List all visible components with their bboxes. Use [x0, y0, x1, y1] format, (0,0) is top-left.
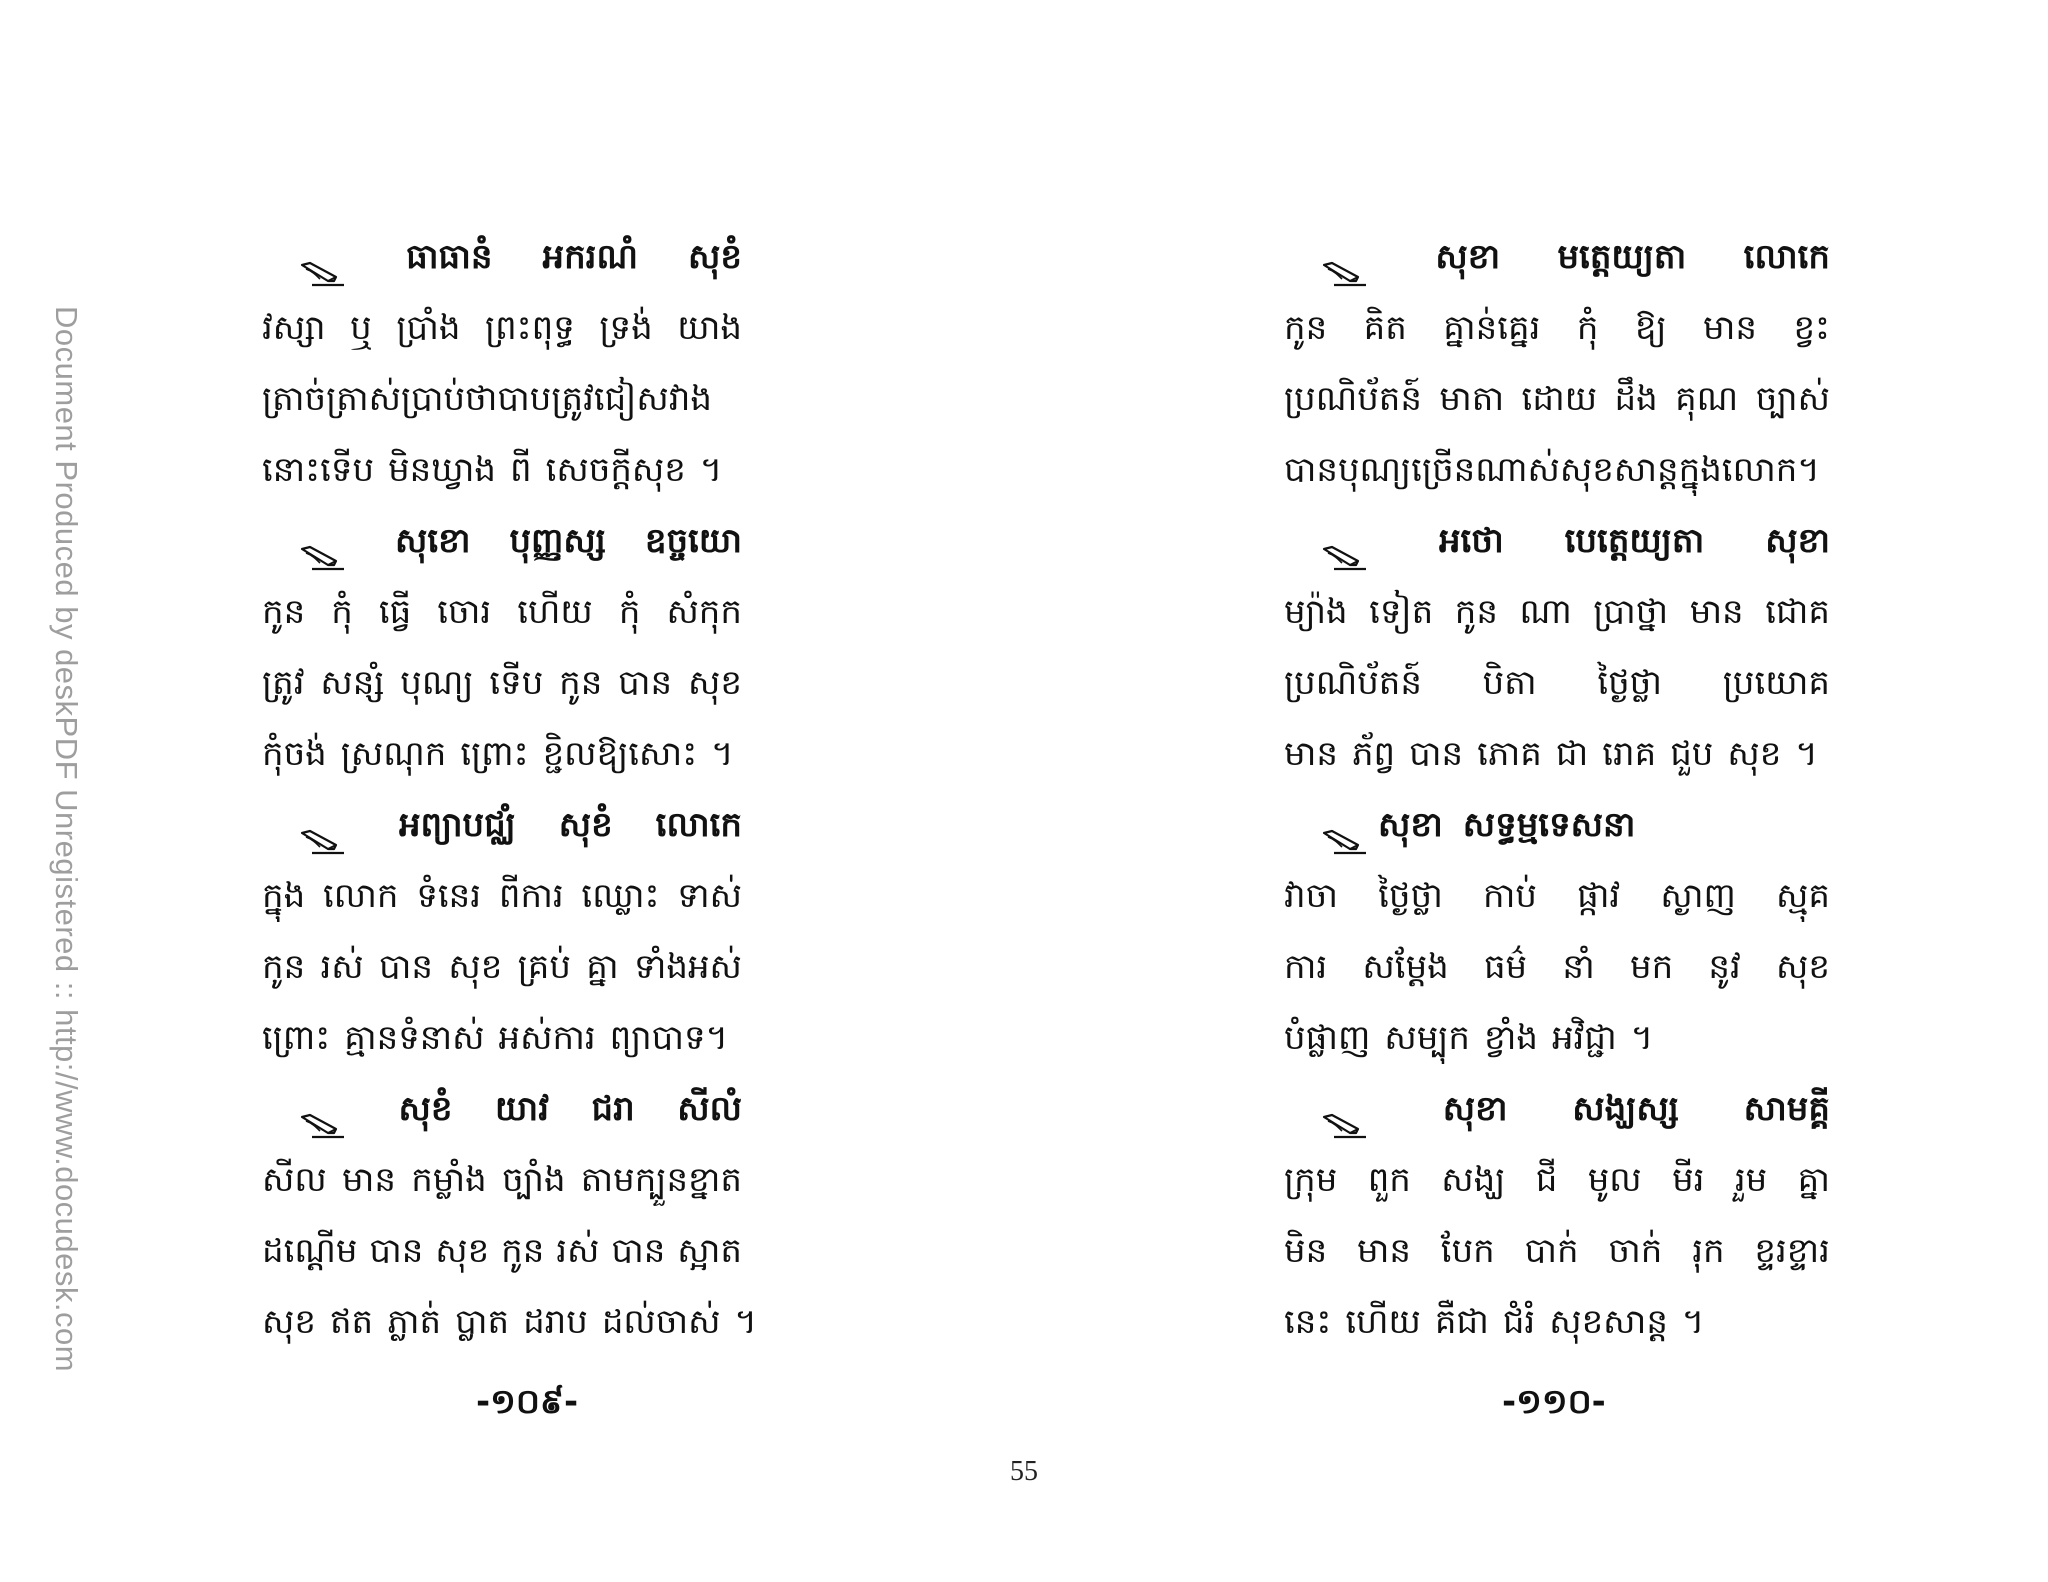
verse-word: ធម៌ — [1483, 947, 1528, 987]
verse-word: គ្នា — [586, 947, 619, 987]
verse-line — [1284, 1003, 1830, 1074]
verse-word: អស់ការ — [498, 1018, 596, 1058]
verse-word: យាង — [677, 308, 742, 348]
stanza-heading — [262, 790, 742, 861]
verse-word: ជោគ — [1765, 592, 1830, 632]
stanza-heading — [262, 506, 742, 577]
verse-word: ព្រោះ — [460, 734, 529, 774]
verse-word: សីល — [262, 1160, 327, 1200]
verse-word: គឺជា — [1434, 1302, 1489, 1342]
verse-word: ប្រាថ្នា — [1593, 592, 1669, 632]
verse-word: បាន — [1409, 734, 1464, 774]
heading-word: សុខា — [1765, 521, 1830, 561]
verse-line — [1284, 364, 1830, 435]
verse-word: ប្រាំង — [396, 308, 461, 348]
stanza-heading — [262, 222, 742, 293]
verse-word: ហើយ — [1345, 1302, 1421, 1342]
verse-word: រស់ — [556, 1231, 600, 1271]
verse-word: ទាំងអស់ — [634, 947, 742, 987]
heading-word: សុខា — [1378, 805, 1443, 845]
verse-word: ដោយ — [1521, 379, 1598, 419]
right-page-number: -១១០- — [1502, 1382, 1606, 1422]
verse-line — [1284, 1216, 1830, 1287]
verse-word: ដណ្ដើម — [262, 1231, 358, 1271]
verse-word: ស្រណុក — [340, 734, 447, 774]
verse-word: ខ្វាំង — [1484, 1018, 1538, 1058]
verse-word: ត្រូវ — [262, 663, 305, 703]
heading-word: សុខំ — [688, 237, 742, 277]
verse-word: គុណ — [1675, 379, 1739, 419]
heading-word: អព្យាបជ្ឈំ — [398, 805, 516, 845]
verse-word: កុំចង់ — [262, 734, 327, 774]
pen-writing-icon — [1320, 527, 1370, 557]
verse-line — [1284, 719, 1830, 790]
verse-word: បាន — [369, 1231, 424, 1271]
heading-word: យាវ — [495, 1089, 549, 1129]
heading-word: សុខា — [1442, 1089, 1508, 1129]
pen-writing-icon — [1320, 243, 1370, 273]
stanza-heading — [1284, 222, 1830, 293]
verse-line — [262, 1216, 742, 1287]
verse-word: ឱ្យ — [1634, 308, 1667, 348]
verse-word: វស្សា — [262, 308, 326, 348]
verse-word: ឈ្លោះ — [581, 876, 660, 916]
verse-word: រោគ — [1602, 734, 1657, 774]
verse-word: សុខ — [1727, 734, 1782, 774]
verse-word: ហើយ — [517, 592, 593, 632]
verse-word: ប្លាត — [455, 1302, 510, 1342]
verse-word: ។ — [734, 1302, 757, 1342]
verse-word: បែក — [1440, 1231, 1495, 1271]
verse-word: មិនឃ្វាង — [388, 450, 496, 490]
verse-word: ខ្វះ — [1793, 308, 1830, 348]
stanza-heading — [1284, 790, 1830, 861]
verse-word: សង្ឃ — [1441, 1160, 1506, 1200]
heading-word: មត្តេយ្យតា — [1557, 237, 1687, 277]
verse-line — [262, 293, 742, 364]
verse-word: មាតា — [1439, 379, 1505, 419]
verse-word: មីរ — [1672, 1160, 1705, 1200]
verse-word: ស្អាត — [677, 1231, 742, 1271]
verse-line — [262, 1145, 742, 1216]
verse-word: ថ្ងៃថ្លា — [1378, 876, 1443, 916]
verse-word: បានបុណ្យច្រើនណាស់សុខសាន្តក្នុងលោក។ — [1284, 450, 1820, 490]
verse-word: សម្ដែង — [1362, 947, 1449, 987]
verse-line — [1284, 435, 1830, 506]
verse-word: កុំ — [1576, 308, 1599, 348]
verse-word: ក្រុម — [1284, 1160, 1338, 1200]
verse-word: មាន — [1284, 734, 1338, 774]
verse-word: ដរាប — [523, 1302, 588, 1342]
verse-line — [1284, 293, 1830, 364]
verse-word: សេចក្ដីសុខ — [545, 450, 686, 490]
verse-word: មាន — [1689, 592, 1744, 632]
verse-word: កូន — [559, 663, 603, 703]
verse-word: ជំរំ — [1502, 1302, 1536, 1342]
verse-word: ខ្ទរខ្ទារ — [1754, 1231, 1830, 1271]
verse-word: សុខ — [1776, 947, 1830, 987]
heading-word: សាមគ្គី — [1743, 1089, 1830, 1129]
verse-word: កូន — [1284, 308, 1328, 348]
verse-word: គ្មានទំនាស់ — [344, 1018, 485, 1058]
verse-line — [262, 1287, 757, 1358]
verse-word: ពី — [509, 450, 532, 490]
verse-word: កូន — [262, 592, 306, 632]
heading-word: សង្ឃស្ស — [1572, 1089, 1679, 1129]
verse-word: ច្បាស់ — [1755, 379, 1830, 419]
verse-word: កូន — [501, 1231, 545, 1271]
left-page-column — [262, 222, 757, 1358]
verse-word: សុខ — [435, 1231, 490, 1271]
verse-word: បិតា — [1482, 663, 1537, 703]
verse-word: ។ — [1795, 734, 1818, 774]
verse-word: តាមក្បួនខ្នាត — [580, 1160, 742, 1200]
verse-word: ថ្ងៃថ្លា — [1597, 663, 1663, 703]
verse-word: ។ — [1630, 1018, 1654, 1058]
heading-word: ធាធានំ — [406, 237, 493, 277]
verse-word: ប្រយោគ — [1722, 663, 1830, 703]
verse-word: នូវ — [1708, 947, 1741, 987]
verse-word: ប្រណិប័តន៍ — [1284, 379, 1422, 419]
verse-word: ព្រោះ — [262, 1018, 331, 1058]
verse-word: នាំ — [1562, 947, 1595, 987]
verse-word: ជួប — [1670, 734, 1714, 774]
verse-word: ភ្លាត់ — [387, 1302, 442, 1342]
stanza-heading — [1284, 1074, 1830, 1145]
verse-word: បាន — [379, 947, 433, 987]
verse-word: កម្លាំង — [411, 1160, 487, 1200]
right-page-column — [1284, 222, 1830, 1358]
verse-word: សុខ — [687, 663, 742, 703]
verse-word: មាន — [1703, 308, 1758, 348]
heading-word: អករណំ — [542, 237, 638, 277]
verse-word: សន្សំ — [320, 663, 385, 703]
verse-word: បាន — [618, 663, 673, 703]
verse-word: មក — [1629, 947, 1674, 987]
verse-word: គ្នាន់គ្នេរ — [1443, 308, 1541, 348]
pen-writing-icon — [298, 811, 348, 841]
verse-line — [262, 648, 742, 719]
verse-word: ក្នុង — [262, 876, 306, 916]
verse-word: ពួក — [1367, 1160, 1411, 1200]
heading-word: សុខោ — [394, 521, 471, 561]
verse-word: ខ្ជិលឱ្យសោះ — [542, 734, 698, 774]
verse-word: ធ្វើ — [378, 592, 412, 632]
heading-word: លោកេ — [655, 805, 742, 845]
verse-word: កូន — [262, 947, 306, 987]
verse-word: ឥត — [329, 1302, 374, 1342]
verse-line — [1284, 648, 1830, 719]
heading-word: សទ្ធម្មទេសនា — [1462, 805, 1636, 845]
verse-line — [1284, 1145, 1830, 1216]
verse-word: ជា — [1555, 734, 1589, 774]
left-page-number: -១០៩- — [476, 1382, 579, 1422]
verse-word: គ្រប់ — [517, 947, 571, 987]
verse-line — [1284, 861, 1830, 932]
heading-word: ឧច្ចយោ — [644, 521, 742, 561]
verse-word: សំកុក — [666, 592, 742, 632]
verse-word: សុខសាន្ត — [1549, 1302, 1668, 1342]
verse-word: សុខ — [262, 1302, 316, 1342]
verse-word: រុក — [1692, 1231, 1725, 1271]
verse-word: បំផ្លាញ — [1284, 1018, 1371, 1058]
verse-word: ទៀត — [1369, 592, 1434, 632]
heading-word: លោកេ — [1743, 237, 1830, 277]
heading-word: បេត្តេយ្យតា — [1564, 521, 1705, 561]
verse-word: មាន — [1357, 1231, 1411, 1271]
verse-word: វាចា — [1284, 876, 1338, 916]
verse-line — [1284, 932, 1830, 1003]
stanza-heading — [1284, 506, 1830, 577]
verse-word: ។ — [699, 450, 723, 490]
verse-word: រស់ — [320, 947, 364, 987]
verse-word: ចាក់ — [1608, 1231, 1663, 1271]
verse-word: ទំនេរ — [416, 876, 482, 916]
verse-word: មូល — [1587, 1160, 1642, 1200]
verse-word: ចោរ — [437, 592, 492, 632]
verse-line — [1284, 577, 1830, 648]
stanza-heading — [262, 1074, 742, 1145]
verse-word: ពីការ — [498, 876, 564, 916]
verse-word: ឬ — [350, 308, 372, 348]
heading-word: ជរា — [591, 1089, 635, 1129]
verse-word: បុណ្យ — [400, 663, 474, 703]
verse-word: ភ័ព្វ — [1351, 734, 1396, 774]
verse-word: ណា — [1519, 592, 1572, 632]
verse-word: កូន — [1454, 592, 1498, 632]
verse-word: ។ — [1681, 1302, 1705, 1342]
pen-writing-icon — [298, 243, 348, 273]
verse-word: សម្បុក — [1384, 1018, 1470, 1058]
heading-word: សុខា — [1435, 237, 1501, 277]
verse-word: មិន — [1284, 1231, 1328, 1271]
verse-word: ព្យាបាទ។ — [609, 1018, 729, 1058]
verse-word: គិត — [1363, 308, 1407, 348]
verse-line — [262, 435, 742, 506]
verse-line — [1284, 1287, 1830, 1358]
verse-word: ប្រណិប័តន៍ — [1284, 663, 1422, 703]
verse-word: ទើប — [489, 663, 544, 703]
verse-word: ស្មុគ — [1776, 876, 1830, 916]
verse-word: កាប់ — [1482, 876, 1537, 916]
verse-word: ព្រះពុទ្ធ — [484, 308, 575, 348]
verse-word: នេះ — [1284, 1302, 1332, 1342]
verse-word: ភោគ — [1477, 734, 1542, 774]
verse-word: ម្យ៉ាង — [1284, 592, 1348, 632]
verse-word: គ្នា — [1797, 1160, 1830, 1200]
verse-word: កុំ — [331, 592, 353, 632]
verse-line — [262, 861, 742, 932]
pen-writing-icon — [298, 1095, 348, 1125]
heading-word: អថោ — [1438, 521, 1504, 561]
watermark: Document Produced by deskPDF Unregistered :: http://www.docudesk.com — [49, 306, 84, 1373]
verse-line — [262, 577, 742, 648]
verse-word: ។ — [711, 734, 734, 774]
folio-page-number: 55 — [1010, 1456, 1038, 1487]
verse-word: អវិជ្ជា — [1551, 1018, 1617, 1058]
verse-word: ត្រាច់ត្រាស់ប្រាប់ថាបាបត្រូវជៀសវាង — [262, 379, 712, 419]
verse-word: ជី — [1535, 1160, 1558, 1200]
pen-writing-icon — [298, 527, 348, 557]
verse-line — [262, 1003, 742, 1074]
verse-word: ទ្រង់ — [599, 308, 653, 348]
verse-word: ច្បាំង — [501, 1160, 566, 1200]
heading-word: សុខំ — [558, 805, 613, 845]
heading-word: សុខំ — [398, 1089, 453, 1129]
verse-word: សុខ — [448, 947, 503, 987]
verse-word: រួម — [1734, 1160, 1768, 1200]
verse-word: លោក — [322, 876, 399, 916]
verse-word: បាន — [611, 1231, 666, 1271]
heading-word: សីលំ — [677, 1089, 742, 1129]
verse-word: បាក់ — [1524, 1231, 1579, 1271]
pen-writing-icon — [1320, 1095, 1370, 1125]
heading-word: បុញ្ញស្ស — [509, 521, 606, 561]
verse-line — [262, 932, 742, 1003]
verse-word: ទាស់ — [677, 876, 742, 916]
verse-word: មាន — [341, 1160, 396, 1200]
verse-word: ការ — [1284, 947, 1328, 987]
verse-line — [262, 719, 742, 790]
pen-writing-icon — [1320, 811, 1370, 841]
verse-word: ដល់ចាស់ — [601, 1302, 721, 1342]
verse-word: កុំ — [618, 592, 641, 632]
verse-word: ស្ងាញ — [1660, 876, 1736, 916]
verse-line — [262, 364, 742, 435]
verse-word: នោះទើប — [262, 450, 375, 490]
verse-word: ដឹង — [1614, 379, 1658, 419]
verse-word: ផ្កាវ — [1577, 876, 1621, 916]
